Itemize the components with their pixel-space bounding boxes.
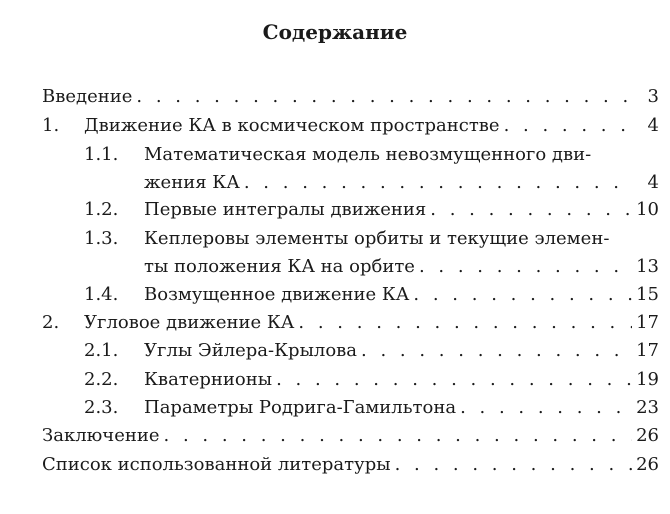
toc-entry-chapter-1[interactable] [42,112,659,140]
toc-entry-number: 1.4. [84,284,119,305]
toc-entry-text: Заключение [42,425,160,446]
toc-entry-text: Первые интегралы движения [144,199,427,220]
toc-entry-chapter-2[interactable] [42,309,659,337]
toc-entry-section-2-3[interactable] [84,394,659,422]
toc-page-number: 19 [636,369,659,390]
toc-entry-bibliography[interactable] [42,451,659,479]
toc-entry-conclusion[interactable] [42,422,659,450]
toc-entry-introduction[interactable] [42,83,659,111]
toc-leader-dots [460,394,632,422]
toc-page-number: 17 [636,340,659,361]
toc-entry-number: 1.2. [84,199,119,220]
toc-entry-text: ты положения КА на орбите [144,256,415,277]
toc-leader-dots [413,281,632,309]
toc-entry-number: 2. [42,312,60,333]
toc-leader-dots [419,253,632,281]
toc-entry-number: 2.2. [84,369,119,390]
toc-entry-number: 1.1. [84,144,119,165]
toc-entry-number: 2.3. [84,397,119,418]
toc-entry-text: Движение КА в космическом пространстве [84,115,500,136]
toc-leader-dots [164,422,633,450]
toc-entry-text: Кеплеровы элементы орбиты и текущие элемен- [144,228,610,249]
toc-entry-section-1-3-line1[interactable] [84,225,609,253]
toc-entry-section-2-1[interactable] [84,337,659,365]
toc-leader-dots [395,451,633,479]
toc-entry-text: Список использованной литературы [42,454,391,475]
toc-leader-dots [276,366,632,394]
toc-page-number: 4 [647,115,659,136]
toc-page-number: 17 [636,312,659,333]
toc-entry-text: Углы Эйлера-Крылова [144,340,358,361]
toc-entry-section-2-2[interactable] [84,366,659,394]
toc-entry-number: 2.1. [84,340,119,361]
toc-title: Содержание [262,20,408,44]
toc-page-number: 10 [636,199,659,220]
toc-page-number: 26 [636,454,659,475]
toc-leader-dots [298,309,632,337]
toc-page-number: 3 [647,86,659,107]
toc-entry-text: Математическая модель невозмущенного дви- [144,144,592,165]
toc-entry-section-1-4[interactable] [84,281,659,309]
toc-entry-text: Кватернионы [144,369,273,390]
toc-entry-number: 1.3. [84,228,119,249]
toc-leader-dots [136,83,633,111]
toc-entry-number: 1. [42,115,60,136]
toc-leader-dots [361,337,632,365]
toc-page-number: 13 [636,256,659,277]
toc-page-number: 23 [636,397,659,418]
toc-entry-section-1-3-line2[interactable] [144,253,659,281]
toc-entry-text: Введение [42,86,133,107]
toc-entry-section-1-1-line2[interactable] [144,169,659,197]
toc-page-number: 26 [636,425,659,446]
toc-entry-text: Угловое движение КА [84,312,295,333]
toc-entry-section-1-2[interactable] [84,196,659,224]
toc-entry-section-1-1-line1[interactable] [84,141,591,169]
toc-page-number: 15 [636,284,659,305]
toc-entry-text: Параметры Родрига-Гамильтона [144,397,457,418]
toc-entry-text: Возмущенное движение КА [144,284,410,305]
toc-leader-dots [244,169,633,197]
toc-page-number: 4 [647,172,659,193]
toc-leader-dots [504,112,633,140]
toc-entry-text: жения КА [144,172,240,193]
toc-leader-dots [430,196,632,224]
